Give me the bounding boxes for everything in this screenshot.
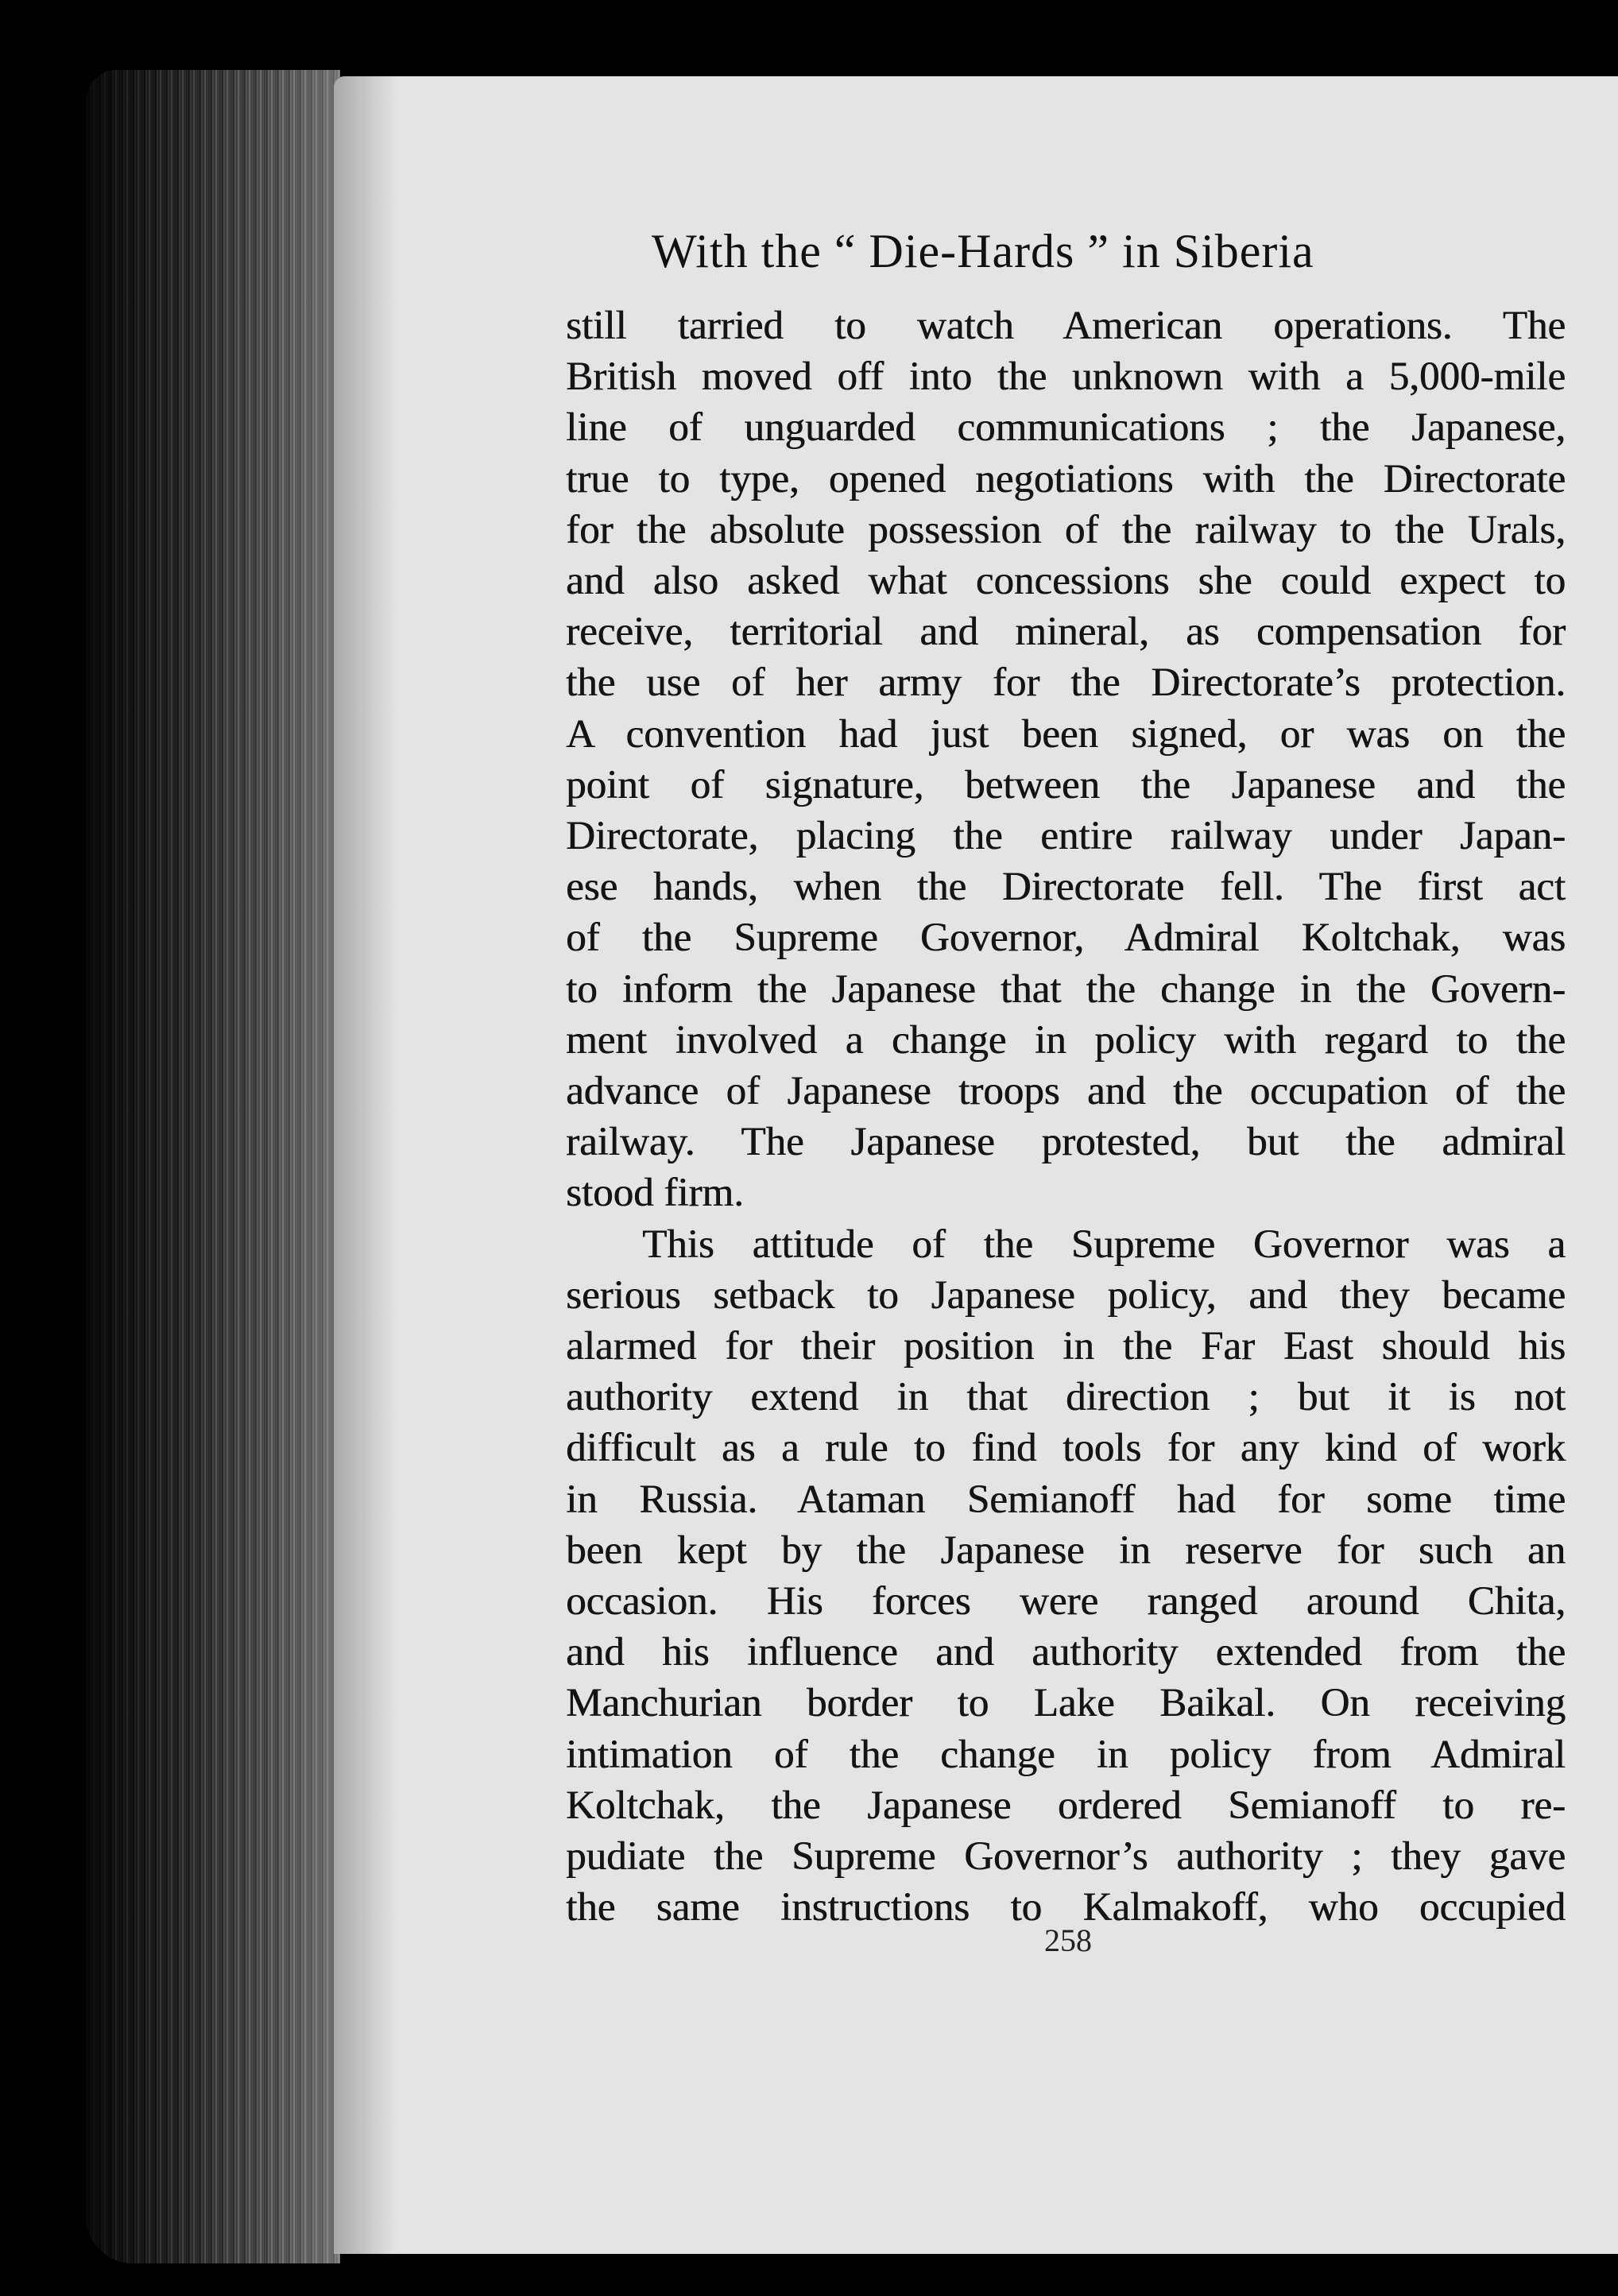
text-line: the use of her army for the Directorate’s protection. bbox=[566, 660, 1566, 706]
text-line: stood firm. bbox=[566, 1171, 744, 1216]
text-line: occasion. His forces were ranged around Chita, bbox=[566, 1579, 1566, 1624]
text-line: This attitude of the Supreme Governor was a bbox=[642, 1222, 1566, 1267]
paragraph-2 bbox=[566, 1219, 1566, 1934]
text-line: intimation of the change in policy from Admiral bbox=[566, 1732, 1566, 1777]
text-line: Directorate, placing the entire railway under Japan- bbox=[566, 814, 1566, 859]
text-line: British moved off into the unknown with a 5,000-mile bbox=[566, 354, 1566, 400]
text-line: to inform the Japanese that the change in the Govern- bbox=[566, 966, 1566, 1012]
text-line: ment involved a change in policy with regard to the bbox=[566, 1017, 1566, 1063]
text-line: and also asked what concessions she could expect to bbox=[566, 559, 1566, 604]
text-line: point of signature, between the Japanese and the bbox=[566, 762, 1566, 807]
text-line: and his influence and authority extended from the bbox=[566, 1630, 1566, 1675]
gutter-shadow bbox=[334, 76, 397, 2254]
text-line: railway. The Japanese protested, but the admiral bbox=[566, 1120, 1566, 1165]
text-line: in Russia. Ataman Semianoff had for some time bbox=[566, 1477, 1566, 1522]
text-line: true to type, opened negotiations with the Directorate bbox=[566, 456, 1566, 501]
text-line: ese hands, when the Directorate fell. The first act bbox=[566, 865, 1566, 910]
text-line: been kept by the Japanese in reserve for such an bbox=[566, 1527, 1566, 1573]
text-line: still tarried to watch American operations. The bbox=[566, 304, 1566, 348]
paragraph-1 bbox=[566, 300, 1566, 1219]
text-line: receive, territorial and mineral, as compensation for bbox=[566, 610, 1566, 655]
text-line: of the Supreme Governor, Admiral Koltchak, was bbox=[566, 916, 1566, 961]
text-line: difficult as a rule to find tools for any kind of work bbox=[566, 1426, 1566, 1471]
page-edge-shadow bbox=[86, 70, 340, 2263]
text-line: authority extend in that direction ; but it is not bbox=[566, 1375, 1566, 1420]
text-line: the same instructions to Kalmakoff, who occupied bbox=[566, 1885, 1566, 1930]
text-line: line of unguarded communications ; the Japanese, bbox=[566, 405, 1566, 451]
page-number: 258 bbox=[1044, 1922, 1092, 1958]
text-line: Manchurian border to Lake Baikal. On receiving bbox=[566, 1681, 1566, 1726]
running-head: With the “ Die-Hards ” in Siberia bbox=[652, 225, 1314, 277]
text-line: for the absolute possession of the railway to the Urals, bbox=[566, 507, 1566, 552]
text-line: alarmed for their position in the Far East should his bbox=[566, 1324, 1566, 1369]
body-text bbox=[566, 300, 1566, 1934]
text-line: Koltchak, the Japanese ordered Semianoff to re- bbox=[566, 1783, 1566, 1828]
text-line: A convention had just been signed, or was on the bbox=[566, 711, 1566, 757]
text-line: serious setback to Japanese policy, and they became bbox=[566, 1272, 1566, 1318]
text-line: pudiate the Supreme Governor’s authority ; they gave bbox=[566, 1834, 1566, 1880]
text-line: advance of Japanese troops and the occupation of the bbox=[566, 1069, 1566, 1114]
